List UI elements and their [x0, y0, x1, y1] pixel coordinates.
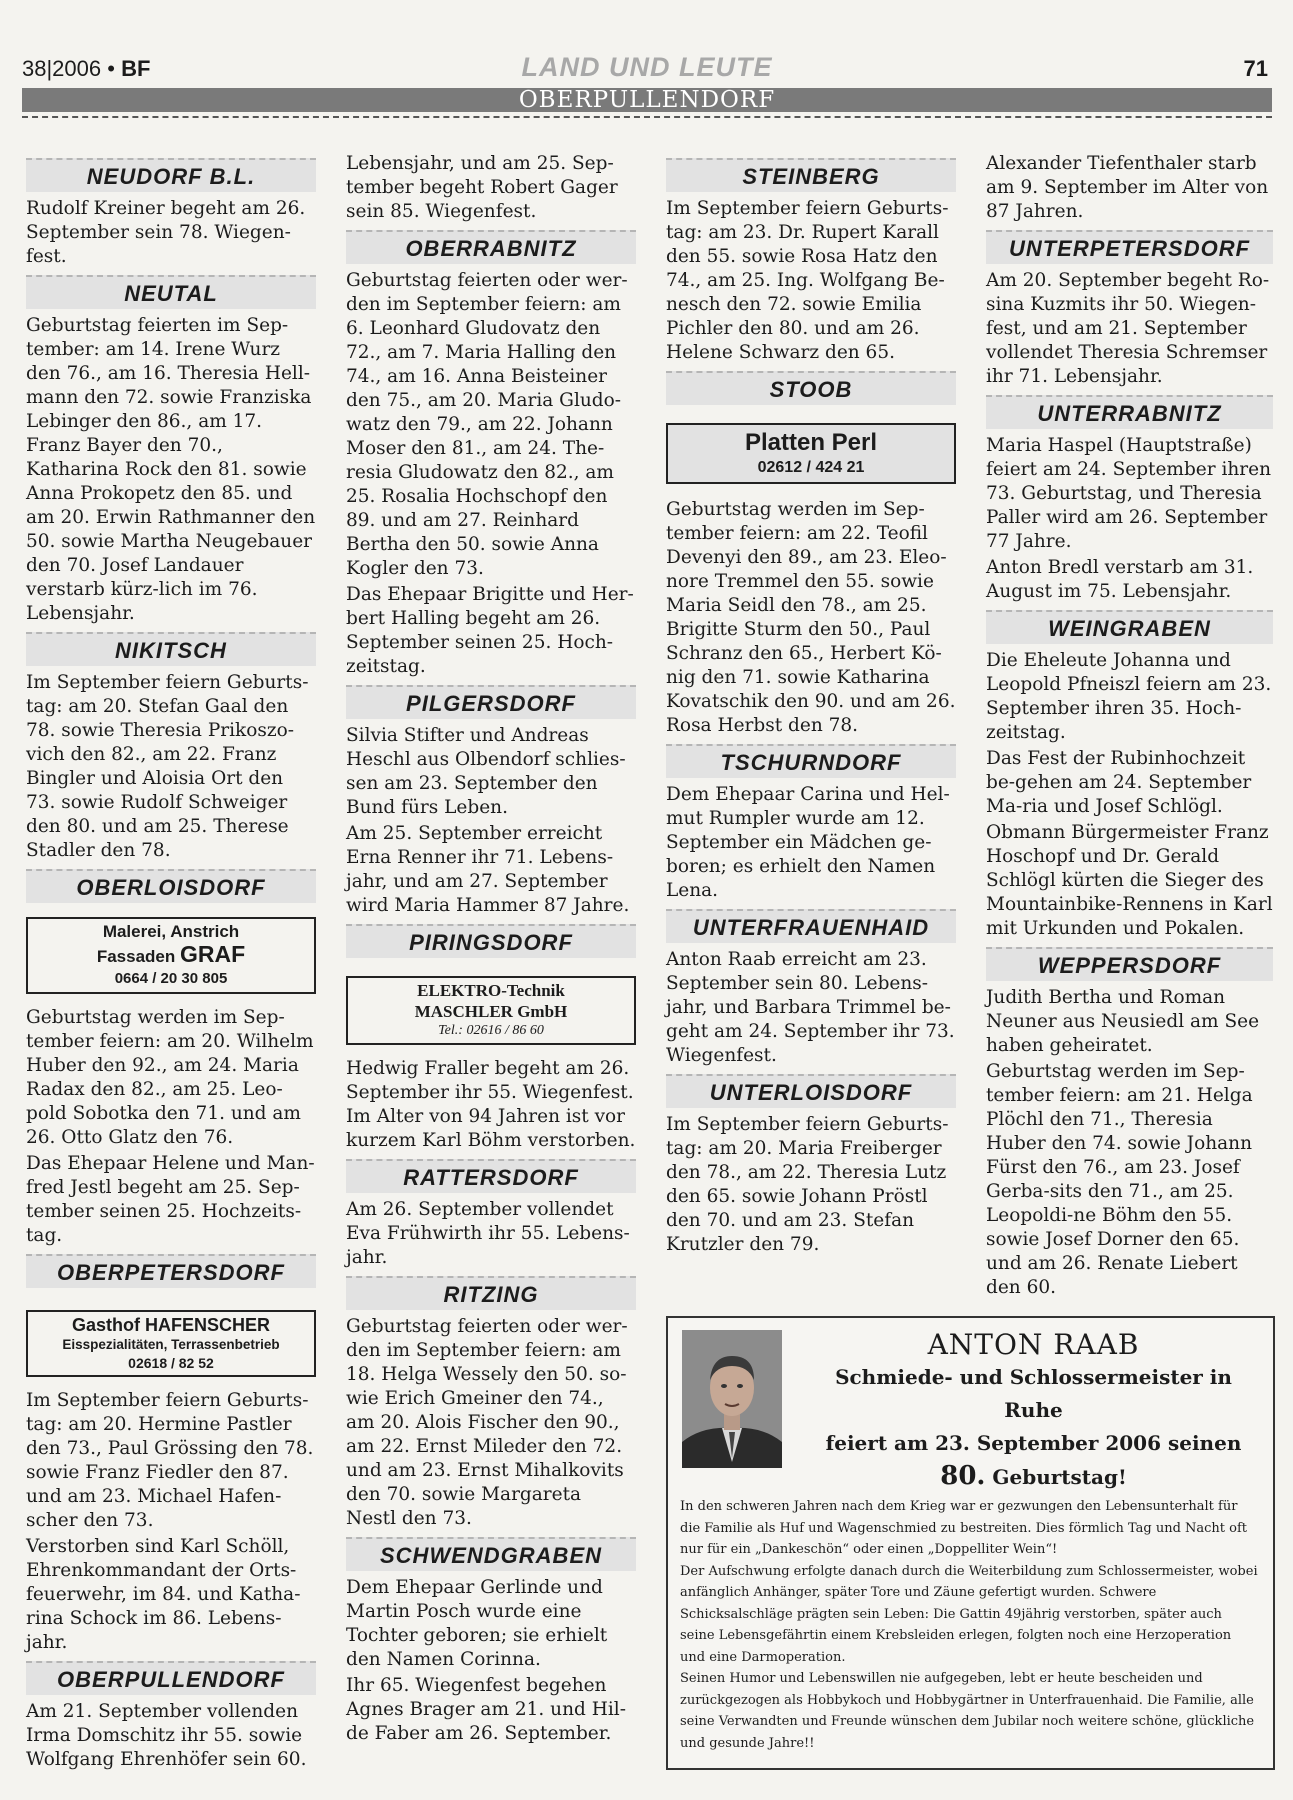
town-heading: STEINBERG — [666, 158, 956, 192]
portrait-image-icon — [682, 1330, 782, 1468]
ad-phone: 0664 / 20 30 805 — [114, 970, 228, 987]
portrait-photo — [682, 1330, 782, 1468]
town-heading: NEUDORF B.L. — [26, 158, 316, 192]
town-heading: RITZING — [346, 1276, 636, 1310]
town-text: Das Ehepaar Brigitte und Her-bert Halling begeht am 26. September seinen 25. Hoch-zeitstag. — [346, 584, 634, 677]
jubilee-age: 80. Geburtstag! — [940, 1461, 1127, 1491]
column-3 — [666, 152, 956, 1259]
town-text: Am 20. September begeht Ro-sina Kuzmits ihr 50. Wiegen-fest, und am 21. September vollendet Theresia Schremser ihr 71. Lebensjahr. — [986, 270, 1270, 387]
town-heading: NIKITSCH — [26, 632, 316, 666]
section-title: LAND UND LEUTE — [521, 52, 773, 82]
ad-phone: Tel.: 02616 / 86 60 — [438, 1023, 544, 1038]
ad-line: MASCHLER GmbH — [414, 1002, 568, 1021]
ad-line: Malerei, Anstrich — [102, 922, 240, 941]
town-text: Geburtstag werden im Sep-tember feiern: am 22. Teofil Devenyi den 89., am 23. Eleo-nore Tremmel den 55. sowie Maria Seidl den 78., am 25. Brigitte Sturm den 50., Paul Schranz den 65., Herbert Kö-nig den 71. sowie Katharina Kovatschik den 90. und am 26. Rosa Herbst den 78. — [666, 499, 956, 736]
town-text: Obmann Bürgermeister Franz Hoschopf und Dr. Gerald Schlögl kürten die Sieger des Mountainbike-Rennens in Karl mit Urkunden und Pokalen. — [986, 822, 1273, 939]
town-text: Judith Bertha und Roman Neuner aus Neusiedl am See haben geheiratet. — [986, 987, 1260, 1056]
advertisement-platten-perl — [666, 423, 956, 484]
advertisement-hafenscher — [26, 1310, 316, 1377]
town-text: Im September feiern Geburts-tag: am 20. Hermine Pastler den 73., Paul Grössing den 78. sowie Franz Fiedler den 87. und am 23. Michael Hafen-scher den 73. — [26, 1390, 314, 1531]
town-text: Maria Haspel (Hauptstraße) feiert am 24. September ihren 73. Geburtstag, und Theresia Paller wird am 26. September 77 Jahre. — [986, 435, 1272, 552]
town-text: Geburtstag feierten oder wer-den im September feiern: am 18. Helga Wessely den 50. so-wie Erich Gmeiner den 74., am 20. Alois Fischer den 90., am 22. Ernst Mileder den 72. und am 23. Ernst Mihalkovits den 70. sowie Margareta Nestl den 73. — [346, 1316, 628, 1529]
advertisement-graf — [26, 917, 316, 994]
town-text: Am 21. September vollenden Irma Domschitz ihr 55. sowie Wolfgang Ehrenhöfer sein 60. — [26, 1701, 307, 1770]
town-heading: UNTERLOISDORF — [666, 1074, 956, 1108]
jubilee-name: ANTON RAAB — [927, 1328, 1140, 1361]
ad-phone: 02612 / 424 21 — [757, 459, 865, 476]
town-heading: NEUTAL — [26, 275, 316, 309]
town-heading: OBERPETERSDORF — [26, 1254, 316, 1288]
town-heading: UNTERRABNITZ — [986, 395, 1273, 429]
town-heading: WEINGRABEN — [986, 610, 1273, 644]
body-paragraph: Seinen Humor und Lebenswillen nie aufgegeben, lebt er heute bescheiden und zurückgezogen als Hobbykoch und Hobbygärtner in Unterfrauenhaid. Die Familie, alle seine Verwandten und Freunde wünschen dem Jubilar noch weitere schöne, glückliche und gesunde Jahre!! — [680, 1671, 1255, 1751]
town-text: Alexander Tiefenthaler starb am 9. September im Alter von 87 Jahren. — [986, 153, 1269, 222]
town-heading: STOOB — [666, 371, 956, 405]
town-heading: RATTERSDORF — [346, 1159, 636, 1193]
town-text: Im September feiern Geburts-tag: am 20. Maria Freiberger den 78., am 22. Theresia Lutz den 65. sowie Johann Pröstl den 70. und am 23. Stefan Krutzler den 79. — [666, 1114, 949, 1255]
town-heading: UNTERFRAUENHAID — [666, 909, 956, 943]
column-4 — [986, 152, 1273, 1302]
town-heading: UNTERPETERSDORF — [986, 230, 1273, 264]
town-text: Dem Ehepaar Gerlinde und Martin Posch wurde eine Tochter geboren; sie erhielt den Namen Corinna. — [346, 1577, 608, 1670]
town-text: Anton Raab erreicht am 23. September sein 80. Lebens-jahr, und Barbara Trimmel be-geht am 24. September ihr 73. Wiegenfest. — [666, 949, 955, 1066]
town-text: Dem Ehepaar Carina und Hel-mut Rumpler wurde am 12. September ein Mädchen ge-boren; es erhielt den Namen Lena. — [666, 784, 950, 901]
town-text: Geburtstag werden im Sep-tember feiern: am 21. Helga Plöchl den 71., Theresia Huber den 74. sowie Johann Fürst den 76., am 23. Josef Gerba-sits den 71., am 25. Leopoldi-ne Böhm den 55. sowie Josef Dorner den 65. und am 26. Renate Liebert den 60. — [986, 1061, 1253, 1298]
column-2 — [346, 152, 636, 1748]
ad-line: Platten Perl — [744, 429, 878, 456]
issue-number: 38|2006 • — [22, 56, 122, 81]
header-divider — [22, 116, 1272, 118]
town-text: Geburtstag werden im Sep-tember feiern: am 20. Wilhelm Huber den 92., am 24. Maria Radax den 82., am 25. Leo-pold Sobotka den 71. und am 26. Otto Glatz den 76. — [26, 1007, 314, 1148]
town-text: Im September feiern Geburts-tag: am 23. Dr. Rupert Karall den 55. sowie Rosa Hatz den 74., am 25. Ing. Wolfgang Be-nesch den 72. sowie Emilia Pichler den 80. und am 26. Helene Schwarz den 65. — [666, 198, 949, 363]
town-text: Geburtstag feierten im Sep-tember: am 14. Irene Wurz den 76., am 16. Theresia Hell-mann den 72. sowie Franziska Lebinger den 86., am 17. Franz Bayer den 70., Katharina Rock den 81. sowie Anna Prokopetz den 85. und am 20. Erwin Rathmanner den 50. sowie Martha Neugebauer den 70. Josef Landauer verstarb kürz-lich im 76. Lebensjahr. — [26, 315, 316, 624]
body-paragraph: In den schweren Jahren nach dem Krieg war er gezwungen den Lebensunterhalt für die Familie als Huf und Wagenschmied zu bestreiten. Dies förmlich Tag und Nacht oft nur für ein „Dankeschön“ oder einen „Doppelliter Wein“! — [680, 1499, 1248, 1557]
announcement-heading — [806, 1328, 1261, 1494]
ad-phone: 02618 / 82 52 — [128, 1355, 214, 1371]
jubilee-date: feiert am 23. September 2006 seinen — [825, 1431, 1242, 1455]
body-paragraph: Der Aufschwung erfolgte danach durch die Weiterbildung zum Schlossermeister, wobei anfänglich Anhänger, später Tore und Zäune gefertigt wurden. Schwere Schicksalschläge prägten sein Leben: Die Gattin 49jährig verstorben, später auch seine Lebensgefährtin einem Krebsleiden erlegen, folgten noch eine Herzoperation und eine Darmoperation. — [680, 1563, 1258, 1665]
town-heading: TSCHURNDORF — [666, 744, 956, 778]
ad-line: Eisspezialitäten, Terrassenbetrieb — [62, 1337, 280, 1352]
town-text: Silvia Stifter und Andreas Heschl aus Olbendorf schlies-sen am 23. September den Bund fürs Leben. — [346, 725, 626, 818]
announcement-body — [680, 1496, 1260, 1754]
town-text: Hedwig Fraller begeht am 26. September ihr 55. Wiegenfest. Im Alter von 94 Jahren ist vor kurzem Karl Böhm verstorben. — [346, 1058, 636, 1151]
town-text: Die Eheleute Johanna und Leopold Pfneiszl feiern am 23. September ihren 35. Hoch-zeitstag. — [986, 650, 1272, 743]
town-heading: OBERPULLENDORF — [26, 1661, 316, 1695]
page-header — [22, 48, 1272, 120]
town-text: Rudolf Kreiner begeht am 26. September sein 78. Wiegen-fest. — [26, 198, 306, 267]
page-number: 71 — [1243, 56, 1268, 81]
town-heading: SCHWENDGRABEN — [346, 1537, 636, 1571]
town-heading: PIRINGSDORF — [346, 924, 636, 958]
town-heading: OBERLOISDORF — [26, 869, 316, 903]
ad-line: Fassaden GRAF — [96, 941, 246, 967]
town-text: Geburtstag feierten oder wer-den im September feiern: am 6. Leonhard Gludovatz den 72., am 7. Maria Halling den 74., am 16. Anna Beisteiner den 75., am 20. Maria Gludo-watz den 79., am 22. Johann Moser den 81., am 24. The-resia Gludowatz den 82., am 25. Rosalia Hochschopf den 89. und am 27. Reinhard Bertha den 50. sowie Anna Kogler den 73. — [346, 270, 628, 579]
town-text: Das Ehepaar Helene und Man-fred Jestl begeht am 25. Sep-tember seinen 25. Hochzeits-tag. — [26, 1153, 315, 1246]
town-text: Am 25. September erreicht Erna Renner ihr 71. Lebens-jahr, und am 27. September wird Maria Hammer 87 Jahre. — [346, 823, 630, 916]
town-text: Am 26. September vollendet Eva Frühwirth ihr 55. Lebens-jahr. — [346, 1199, 630, 1268]
jubilee-profession: Schmiede- und Schlossermeister in Ruhe — [835, 1365, 1232, 1422]
region-banner: OBERPULLENDORF — [22, 88, 1272, 112]
town-text: Ihr 65. Wiegenfest begehen Agnes Brager am 21. und Hil-de Faber am 26. September. — [346, 1675, 626, 1744]
town-text: Anton Bredl verstarb am 31. August im 75. Lebensjahr. — [986, 557, 1254, 602]
town-text: Lebensjahr, und am 25. Sep-tember begeht Robert Gager sein 85. Wiegenfest. — [346, 153, 618, 222]
town-heading: OBERRABNITZ — [346, 230, 636, 264]
column-1 — [26, 152, 316, 1774]
town-text: Das Fest der Rubinhochzeit be-gehen am 24. September Ma-ria und Josef Schlögl. — [986, 748, 1252, 817]
town-heading: PILGERSDORF — [346, 685, 636, 719]
birthday-announcement — [666, 1316, 1275, 1770]
brand-label: BF — [121, 56, 151, 81]
town-heading: WEPPERSDORF — [986, 947, 1273, 981]
town-text: Verstorben sind Karl Schöll, Ehrenkommandant der Orts-feuerwehr, im 84. und Katha-rina Schock im 86. Lebens-jahr. — [26, 1536, 301, 1653]
ad-line: Gasthof HAFENSCHER — [71, 1315, 270, 1335]
advertisement-maschler — [346, 976, 636, 1045]
town-text: Im September feiern Geburts-tag: am 20. Stefan Gaal den 78. sowie Theresia Prikoszo-vich den 82., am 22. Franz Bingler und Aloisia Ort den 73. sowie Rudolf Schweiger den 80. und am 25. Therese Stadler den 78. — [26, 672, 309, 861]
ad-line: ELEKTRO-Technik — [417, 981, 565, 1000]
